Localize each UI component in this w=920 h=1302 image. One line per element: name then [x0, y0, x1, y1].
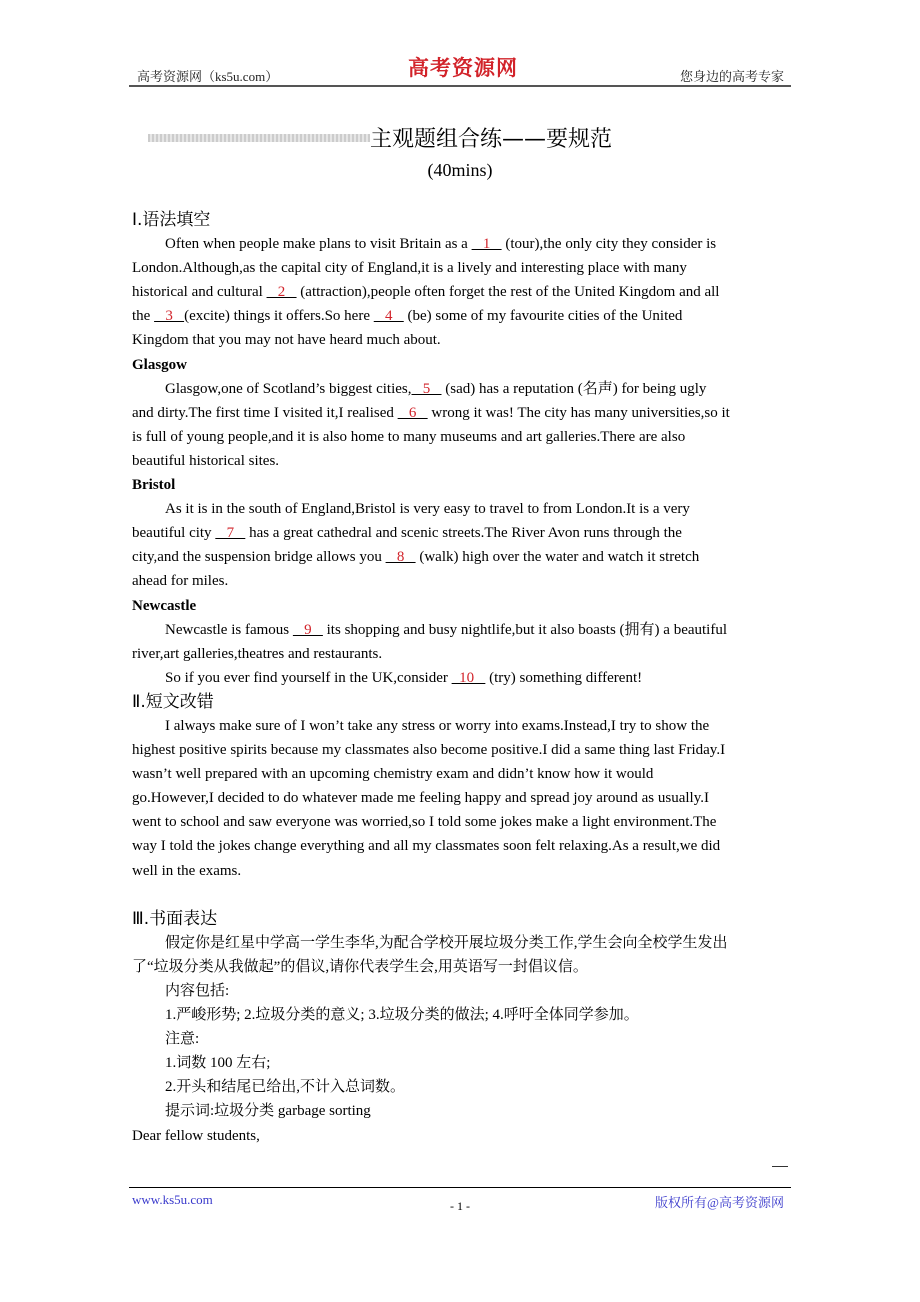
- text: Newcastle: [132, 597, 197, 614]
- text: Newcastle is famous: [165, 621, 293, 638]
- text-line: [132, 280, 794, 304]
- footer-rule: [129, 1187, 791, 1188]
- text: 1.词数 100 左右;: [165, 1055, 271, 1072]
- text: Glasgow: [132, 356, 188, 373]
- text: London.Although,as the capital city of England,it is a lively and interesting place with many: [132, 260, 687, 277]
- text: As it is in the south of England,Bristol is very easy to travel to from London.It is a very: [165, 501, 690, 518]
- text-line: [132, 569, 794, 593]
- header-rule: [129, 85, 791, 87]
- subheading: [132, 473, 794, 497]
- text: Ⅱ.短文改错: [132, 691, 214, 712]
- text: historical and cultural: [132, 284, 267, 301]
- text: Often when people make plans to visit Britain as a: [165, 236, 472, 253]
- text-line: [132, 256, 794, 280]
- title-text: 主观题组合练——要规范: [370, 127, 613, 152]
- text-line: [132, 497, 794, 521]
- text: 假定你是红星中学高一学生李华,为配合学校开展垃圾分类工作,学生会向全校学生发出: [165, 934, 728, 951]
- text-line: [132, 979, 794, 1003]
- text-line: [132, 931, 794, 955]
- text: has a great cathedral and scenic streets.The River Avon runs through the: [245, 525, 682, 542]
- text-line: [132, 545, 794, 569]
- text-line: [132, 1003, 794, 1027]
- text: wrong it was! The city has many universities,so it: [427, 404, 730, 421]
- text-line: [132, 1099, 794, 1123]
- subheading: [132, 594, 794, 618]
- answer-blank: 6: [397, 404, 428, 421]
- text-line: [132, 425, 794, 449]
- text-line: [132, 449, 794, 473]
- subheading: [132, 353, 794, 377]
- text: and dirty.The first time I visited it,I realised: [132, 404, 398, 421]
- text: 提示词:垃圾分类 garbage sorting: [165, 1103, 371, 1120]
- text: 1.严峻形势; 2.垃圾分类的意义; 3.垃圾分类的做法; 4.呼吁全体同学参加。: [165, 1007, 639, 1024]
- text: (attraction),people often forget the rest of the United Kingdom and all: [296, 284, 720, 301]
- text: Ⅰ.语法填空: [132, 210, 211, 230]
- text-line: [132, 618, 794, 642]
- text-line: [132, 883, 794, 907]
- answer-blank: 5: [411, 380, 442, 397]
- text-line: [132, 859, 794, 883]
- text: 了“垃圾分类从我做起”的倡议,请你代表学生会,用英语写一封倡议信。: [132, 958, 588, 975]
- text-line: [132, 834, 794, 858]
- text: (sad) has a reputation (名声) for being ugly: [441, 380, 707, 397]
- answer-blank: 8: [385, 549, 416, 566]
- header-left: 高考资源网（ks5u.com）: [137, 69, 279, 84]
- text: (excite) things it offers.So here: [184, 308, 374, 325]
- text: Kingdom that you may not have heard much about.: [132, 332, 441, 349]
- page-number: - 1 -: [450, 1199, 470, 1213]
- header-right: 您身边的高考专家: [679, 69, 784, 84]
- answer-blank: 2: [266, 284, 297, 301]
- answer-blank: 4: [373, 308, 404, 325]
- text: river,art galleries,theatres and restaurants.: [132, 645, 383, 662]
- text: is full of young people,and it is also home to many museums and art galleries.There are also: [132, 428, 686, 445]
- document-body: [132, 208, 794, 1148]
- text: go.However,I decided to do whatever made me feeling happy and spread joy around as usually.I: [132, 790, 709, 807]
- text: Dear fellow students,: [132, 1127, 260, 1144]
- text: city,and the suspension bridge allows you: [132, 549, 386, 566]
- text: way I told the jokes change everything and all my classmates soon felt relaxing.As a result,we did: [132, 838, 721, 855]
- text: 注意:: [165, 1031, 200, 1048]
- text: 内容包括:: [165, 983, 230, 999]
- text-line: [132, 377, 794, 401]
- site-logo: 高考资源网: [408, 56, 518, 80]
- text: 2.开头和结尾已给出,不计入总词数。: [165, 1079, 406, 1096]
- text-line: [132, 328, 794, 352]
- text: beautiful city: [132, 525, 216, 542]
- text: (tour),the only city they consider is: [501, 236, 717, 253]
- text: (be) some of my favourite cities of the United: [403, 308, 683, 325]
- text: went to school and saw everyone was worried,so I told some jokes make a light environment.The: [132, 814, 717, 831]
- text: Ⅲ.书面表达: [132, 908, 218, 929]
- time-limit: (40mins): [427, 160, 493, 180]
- text: (walk) high over the water and watch it stretch: [415, 549, 700, 566]
- text: wasn’t well prepared with an upcoming chemistry exam and didn’t know how it would: [132, 766, 654, 783]
- text: beautiful historical sites.: [132, 452, 280, 469]
- section-heading: [132, 208, 794, 232]
- text: (try) something different!: [485, 669, 643, 686]
- text: ahead for miles.: [132, 573, 229, 590]
- text-line: [132, 1027, 794, 1051]
- text-line: [132, 714, 794, 738]
- text: I always make sure of I won’t take any stress or worry into exams.Instead,I try to show the: [165, 717, 710, 734]
- page-title: [148, 122, 668, 152]
- text: highest positive spirits because my classmates also become positive.I did a same thing last Friday.I: [132, 742, 726, 759]
- title-decoration: [148, 134, 370, 142]
- answer-blank: 3: [154, 308, 185, 325]
- text-line: [132, 1051, 794, 1075]
- text-line: [132, 955, 794, 979]
- text: Glasgow,one of Scotland’s biggest cities,: [165, 380, 412, 397]
- text: Bristol: [132, 477, 176, 494]
- text-line: [132, 786, 794, 810]
- text-line: [132, 1075, 794, 1099]
- text-line: [132, 232, 794, 256]
- text-line: [132, 810, 794, 834]
- text-line: [132, 642, 794, 666]
- answer-blank: 10: [451, 669, 486, 686]
- text: the: [132, 308, 155, 325]
- answer-blank: 7: [215, 525, 246, 542]
- text-line: [132, 762, 794, 786]
- footer-link[interactable]: www.ks5u.com: [132, 1192, 213, 1207]
- text-line: [132, 304, 794, 328]
- footer-copyright: 版权所有@高考资源网: [655, 1195, 784, 1210]
- text-line: [132, 521, 794, 545]
- text: So if you ever find yourself in the UK,consider: [165, 669, 452, 686]
- section-heading: [132, 690, 794, 714]
- text: well in the exams.: [132, 862, 242, 879]
- text: its shopping and busy nightlife,but it also boasts (拥有) a beautiful: [322, 621, 728, 638]
- answer-blank: 9: [292, 621, 323, 638]
- text-line: [132, 666, 794, 690]
- answer-blank: 1: [471, 236, 502, 253]
- section-heading: [132, 907, 794, 931]
- dash-mark: [772, 1166, 788, 1167]
- text-line: [132, 1124, 794, 1148]
- text-line: [132, 401, 794, 425]
- text-line: [132, 738, 794, 762]
